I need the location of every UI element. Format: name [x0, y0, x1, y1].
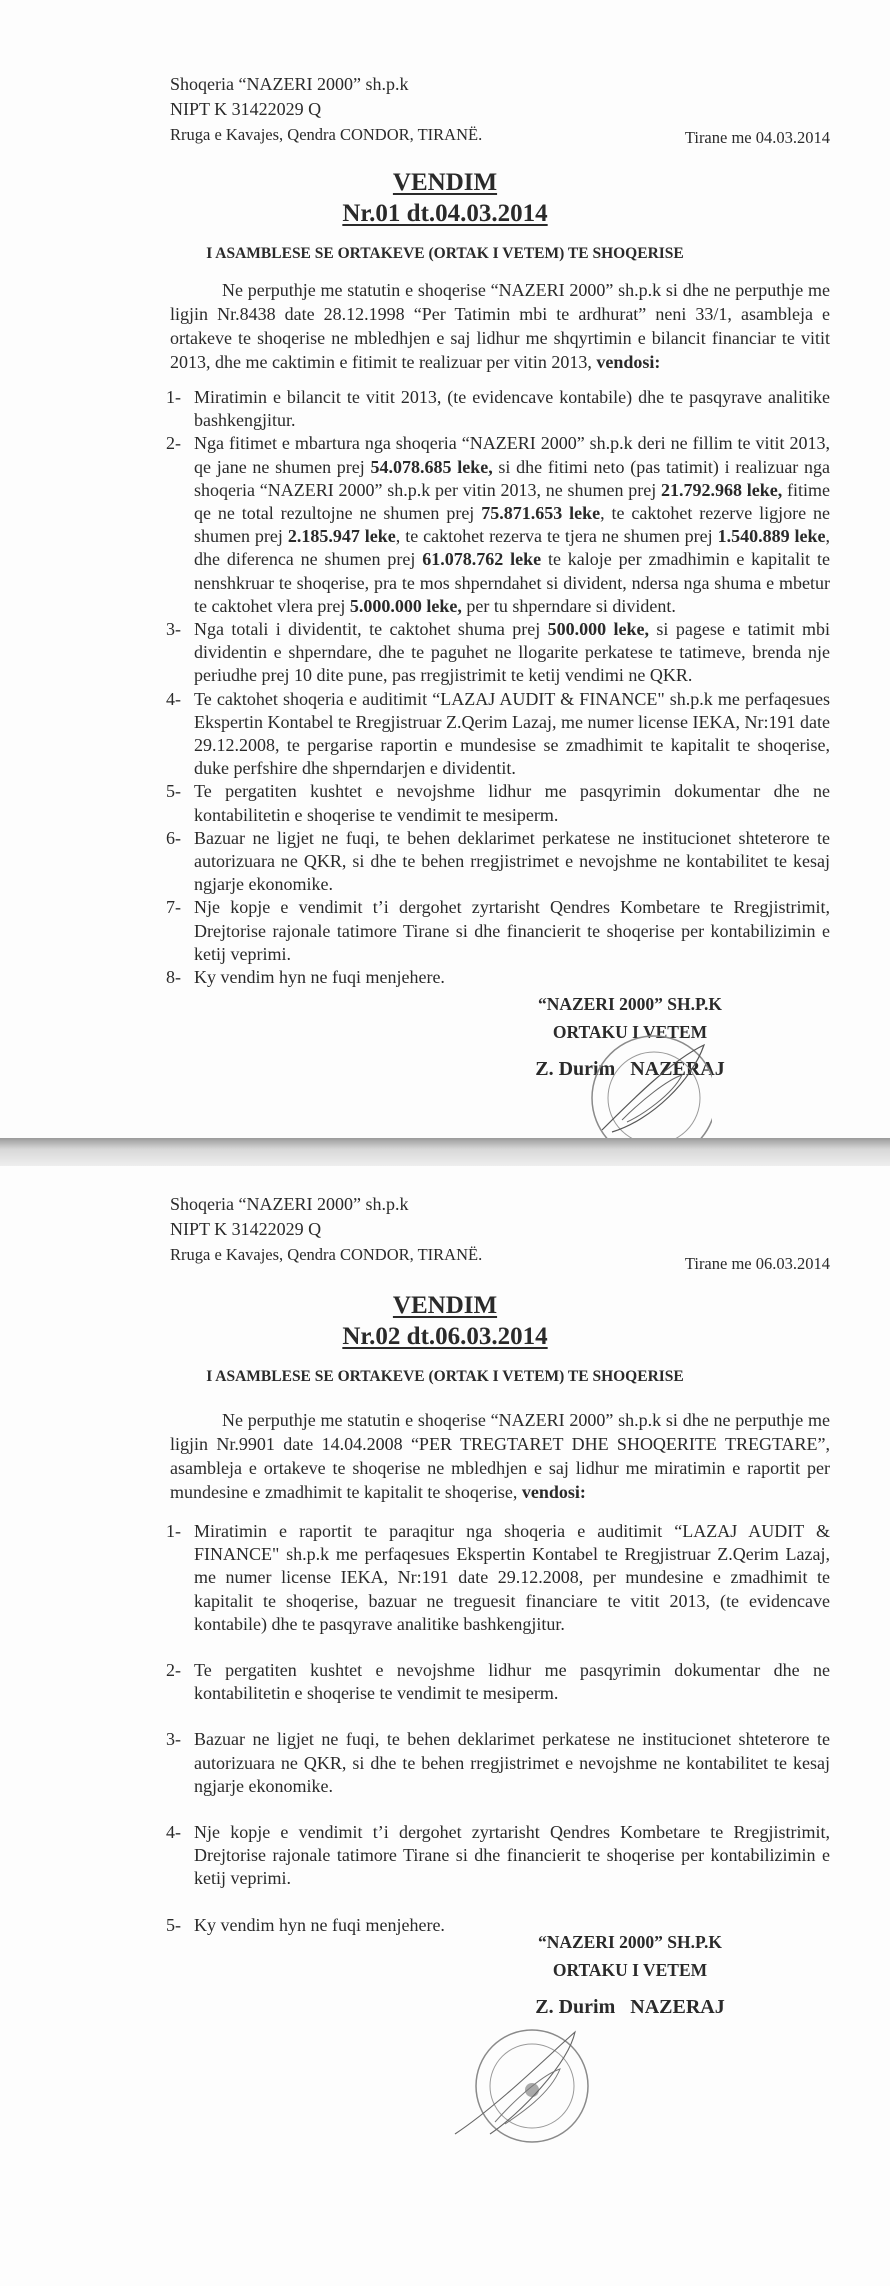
- company-address: Rruga e Kavajes, Qendra CONDOR, TIRANË.: [170, 1245, 483, 1264]
- item-number: 5-: [166, 781, 181, 802]
- bold-amount: vendosi:: [596, 352, 661, 372]
- text-segment: Te pergatiten kushtet e nevojshme lidhur me pasqyrimin dokumentar dhe ne kontabilitetin e shoqerise te vendimit te mesiperm.: [194, 781, 830, 825]
- text-segment: Bazuar ne ligjet ne fuqi, te behen deklarimet perkatese ne institucionet shteterore te autorizuara ne QKR, si dhe te behen rregjistrimet e nevojshme ne kontabilitet te kesaj ngjarje ekonomike.: [194, 827, 830, 895]
- signature-company: “NAZERI 2000” SH.P.K: [537, 1932, 723, 1952]
- item-number: 8-: [166, 967, 181, 988]
- signature-role: ORTAKU I VETEM: [552, 1960, 708, 1980]
- decision-number: Nr.01 dt.04.03.2014: [342, 200, 548, 227]
- decision-item: [166, 896, 830, 966]
- company-nipt: NIPT K 31422029 Q: [170, 99, 322, 119]
- decision-item: [166, 618, 830, 688]
- decision-item: [166, 827, 830, 897]
- intro-paragraph: [170, 278, 830, 374]
- company-name: Shoqeria “NAZERI 2000” sh.p.k: [170, 1194, 409, 1214]
- decision-item: [166, 1821, 830, 1891]
- text-segment: Bazuar ne ligjet ne fuqi, te behen deklarimet perkatese ne institucionet shteterore te autorizuara ne QKR, si dhe te behen rregjistrimet e nevojshme ne kontabilitet te kesaj ngjarje ekonomike.: [194, 1729, 830, 1796]
- company-stamp-icon: [450, 2024, 600, 2154]
- text-segment: per tu shperndare si divident.: [461, 595, 676, 616]
- text-segment: Te pergatiten kushtet e nevojshme lidhur me pasqyrimin dokumentar dhe ne kontabilitetin e shoqerise te vendimit te mesiperm.: [194, 1660, 830, 1704]
- text-segment: Nga totali i dividentit, te caktohet shuma prej: [194, 619, 548, 640]
- decision-item: [166, 1659, 830, 1705]
- company-header: [170, 1192, 482, 1267]
- decision-item: [166, 780, 830, 826]
- bold-amount: vendosi:: [521, 1482, 586, 1502]
- item-number: 1-: [166, 1521, 181, 1541]
- text-segment: Nje kopje e vendimit t’i dergohet zyrtarisht Qendres Kombetare te Rregjistrimit, Drejtorise rajonale tatimore Tirane si dhe financierit te shoqerise per kontabilizimin e ketij veprimi.: [194, 1822, 830, 1889]
- item-number: 5-: [166, 1914, 181, 1935]
- text-segment: Ky vendim hyn ne fuqi menjehere.: [194, 1914, 445, 1935]
- text-segment: Nje kopje e vendimit t’i dergohet zyrtarisht Qendres Kombetare te Rregjistrimit, Drejtorise rajonale tatimore Tirane si dhe financierit te shoqerise per kontabilizimin e ketij veprimi.: [194, 897, 830, 964]
- company-header: [170, 72, 482, 147]
- item-number: 1-: [166, 387, 181, 407]
- text-segment: Nga fitimet e mbartura nga shoqeria “NAZERI 2000” sh.p.k deri ne fillim te vitit 2013, qe jane ne shumen prej: [194, 433, 830, 477]
- company-stamp-icon: [582, 1020, 712, 1138]
- text-segment: , te caktohet rezerve ligjore ne shumen prej: [194, 503, 830, 547]
- bold-amount: 54.078.685 leke,: [370, 456, 493, 477]
- text-segment: Te caktohet shoqeria e auditimit “LAZAJ AUDIT & FINANCE" sh.p.k me perfaqesues Ekspertin Kontabel te Rregjistruar Z.Qerim Lazaj, me numer license IEKA, Nr:191 date 29.12.2008, te pergarise raportin e mundesise se zmadhimit te kapitalit te shoqerise, duke perfshire dhe shperndarjen e dividentit.: [194, 688, 830, 779]
- bold-amount: 61.078.762 leke: [422, 549, 542, 570]
- company-address: Rruga e Kavajes, Qendra CONDOR, TIRANË.: [170, 125, 483, 144]
- company-nipt: NIPT K 31422029 Q: [170, 1219, 322, 1239]
- text-segment: Ne perputhje me statutin e shoqerise “NAZERI 2000” sh.p.k si dhe ne perputhje me ligjin Nr.8438 date 28.12.1998 “Per Tatimin mbi te ardhurat” neni 33/1, asambleja e ortakeve te shoqerise ne mbledhjen e saj lidhur me shqyrtimin e bilancit financiar te vitit 2013, dhe me caktimin e fitimit te realizuar per vitin 2013,: [170, 280, 830, 372]
- decision-item: [166, 432, 830, 618]
- text-segment: si dhe fitimi neto (pas tatimit) i realizuar nga shoqeria “NAZERI 2000” sh.p.k per vitin 2013, ne shumen prej: [194, 456, 830, 500]
- item-number: 3-: [166, 619, 181, 640]
- item-number: 4-: [166, 1822, 181, 1843]
- decision-item: [166, 1520, 830, 1636]
- text-segment: Ky vendim hyn ne fuqi menjehere.: [194, 967, 445, 988]
- text-segment: te kaloje per zmadhimin e kapitalit te nenshkruar te shoqerise, pra te mos shperndahet si divident, ndersa nga shuma e mbetur te caktohet vlera prej: [194, 549, 831, 616]
- bold-amount: 21.792.968 leke,: [660, 479, 783, 500]
- text-segment: si pagese e tatimit mbi dividentin e shperndare, dhe te paguhet ne llogarite perkatese te tatimeve, brenda nje periudhe prej 10 dite pune, pas rregjistrimit te ketij vendimi ne QKR.: [194, 619, 830, 686]
- document-page-2: [0, 1166, 890, 2286]
- signature-block: [400, 1928, 860, 2019]
- document-date: Tirane me 06.03.2014: [684, 1254, 830, 1273]
- decision-items: [166, 386, 830, 989]
- document-page-1: [0, 0, 890, 1138]
- item-number: 3-: [166, 1729, 181, 1750]
- text-segment: Ne perputhje me statutin e shoqerise “NAZERI 2000” sh.p.k si dhe ne perputhje me ligjin Nr.9901 date 14.04.2008 “PER TREGTARET DHE SHOQERITE TREGTARE”, asambleja e ortakeve te shoqerise ne mbledhjen e saj lidhur me miratimin e raportit per mundesine e zmadhimit te kapitalit te shoqerise,: [170, 1410, 830, 1502]
- decision-number: Nr.02 dt.06.03.2014: [342, 1323, 548, 1350]
- bold-amount: 500.000 leke,: [547, 619, 650, 640]
- text-segment: Miratimin e raportit te paraqitur nga shoqeria e auditimit “LAZAJ AUDIT & FINANCE" sh.p.k me perfaqesues Ekspertin Kontabel te Rregjistruar Z.Qerim Lazaj, me numer license IEKA, Nr:191 date 29.12.2008, per mundesine e zmadhimit te kapitalit te shoqerise, bazuar ne treguesit financiare te vitit 2013, (te evidencave kontabile) dhe te pasqyrave analitike bashkengjitur.: [194, 1521, 830, 1634]
- text-segment: fitime qe ne total rezultojne ne shumen prej: [194, 479, 830, 524]
- text-segment: Miratimin e bilancit te vitit 2013, (te evidencave kontabile) dhe te pasqyrave analitike bashkengjitur.: [194, 387, 830, 431]
- decision-item: [166, 386, 830, 432]
- decision-item: [166, 966, 830, 989]
- document-title: [0, 1290, 890, 1352]
- title-vendim: VENDIM: [392, 169, 498, 196]
- bold-amount: 1.540.889 leke: [717, 526, 826, 547]
- signature-role: ORTAKU I VETEM: [552, 1022, 708, 1042]
- signature-name: Z. Durim NAZERAJ: [535, 1058, 725, 1080]
- item-number: 4-: [166, 688, 181, 709]
- page-separator: [0, 1138, 890, 1166]
- item-number: 7-: [166, 897, 181, 918]
- signature-name: Z. Durim NAZERAJ: [535, 1996, 725, 2018]
- intro-paragraph: [170, 1408, 830, 1504]
- bold-amount: 2.185.947 leke: [287, 526, 396, 547]
- title-vendim: VENDIM: [392, 1292, 498, 1319]
- document-title: [0, 167, 890, 229]
- item-number: 2-: [166, 433, 181, 454]
- decision-item: [166, 688, 830, 781]
- item-number: 2-: [166, 1660, 181, 1681]
- text-segment: , dhe diferenca ne shumen prej: [194, 526, 830, 570]
- bold-amount: 5.000.000 leke,: [349, 595, 462, 616]
- signature-company: “NAZERI 2000” SH.P.K: [537, 994, 723, 1014]
- text-segment: , te caktohet rezerva te tjera ne shumen prej: [395, 526, 718, 547]
- document-date: Tirane me 04.03.2014: [684, 128, 830, 147]
- document-subtitle: I ASAMBLESE SE ORTAKEVE (ORTAK I VETEM) TE SHOQERISE: [206, 245, 684, 262]
- item-number: 6-: [166, 827, 181, 848]
- document-subtitle: I ASAMBLESE SE ORTAKEVE (ORTAK I VETEM) TE SHOQERISE: [206, 1368, 684, 1385]
- bold-amount: 75.871.653 leke: [481, 503, 601, 524]
- decision-items: [166, 1520, 830, 1960]
- company-name: Shoqeria “NAZERI 2000” sh.p.k: [170, 74, 409, 94]
- decision-item: [166, 1728, 830, 1798]
